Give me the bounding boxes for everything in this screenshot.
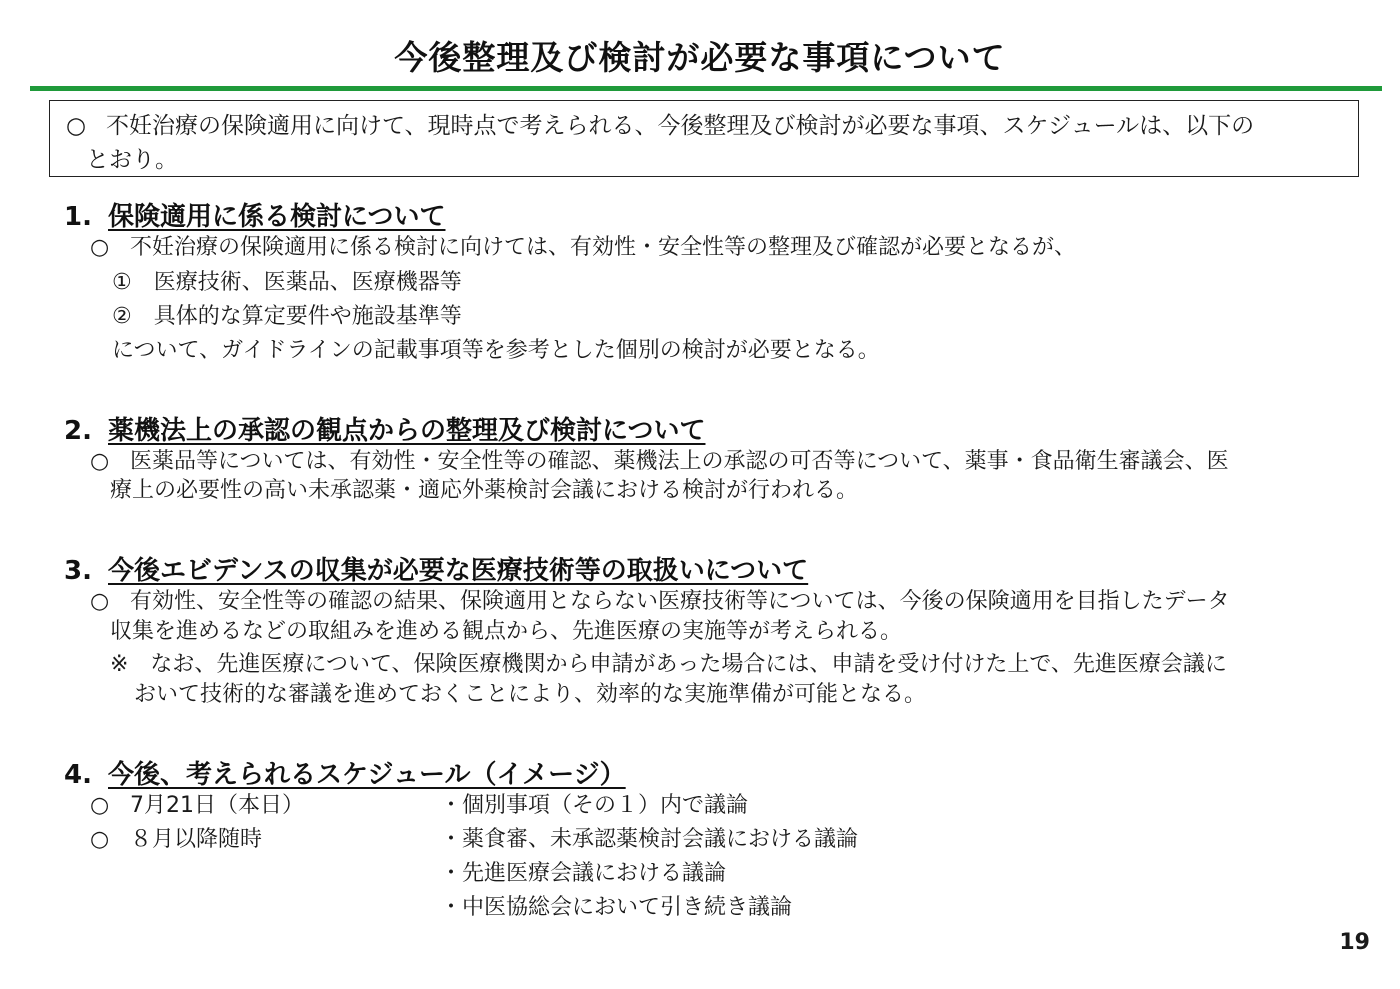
section-3-line-2: 収集を進めるなどの取組みを進める観点から、先進医療の実施等が考えられる。 [110, 619, 903, 644]
title-divider [30, 86, 1382, 91]
schedule-item-1-1: ・個別事項（その１）内で議論 [440, 793, 749, 818]
schedule-when-2 [90, 825, 262, 855]
section-1-line-3: ② 具体的な算定要件や施設基準等 [112, 304, 462, 329]
schedule-bullet-2: ○ [90, 827, 110, 852]
intro-line-1 [66, 109, 1344, 143]
section-2-heading [64, 410, 705, 447]
section-1-text-1: 不妊治療の保険適用に係る検討に向けては、有効性・安全性等の整理及び確認が必要となるが、 [130, 235, 1077, 260]
schedule-when-1 [90, 791, 304, 821]
section-3-bullet: ○ [90, 589, 110, 614]
section-4-title: 今後、考えられるスケジュール（イメージ） [108, 760, 626, 790]
section-4-heading [64, 754, 626, 791]
schedule-when-2-text: ８月以降随時 [130, 827, 263, 852]
section-2-number: 2. [64, 416, 92, 446]
intro-line-2: とおり。 [86, 147, 178, 173]
section-3-number: 3. [64, 556, 92, 586]
section-1-number: 1. [64, 202, 92, 232]
section-2-bullet: ○ [90, 449, 110, 474]
schedule-when-1-text: 7月21日（本日） [130, 793, 304, 818]
section-1-line-4: について、ガイドラインの記載事項等を参考とした個別の検討が必要となる。 [112, 338, 880, 363]
page-number: 19 [1339, 930, 1370, 955]
section-3-line-1 [90, 587, 1230, 617]
intro-text-1: 不妊治療の保険適用に向けて、現時点で考えられる、今後整理及び検討が必要な事項、スケジュールは、以下の [106, 113, 1255, 139]
section-2-title: 薬機法上の承認の観点からの整理及び検討について [108, 416, 706, 446]
section-2-line-2: 療上の必要性の高い未承認薬・適応外薬検討会議における検討が行われる。 [110, 478, 859, 503]
section-3-title: 今後エビデンスの収集が必要な医療技術等の取扱いについて [108, 556, 809, 586]
section-3-note-1: ※ なお、先進医療について、保険医療機関から申請があった場合には、申請を受け付けた上で、先進医療会議に [110, 652, 1227, 677]
section-3-note-2: おいて技術的な審議を進めておくことにより、効率的な実施準備が可能となる。 [134, 682, 927, 707]
section-1-bullet: ○ [90, 235, 110, 260]
section-4-number: 4. [64, 760, 92, 790]
schedule-item-2-2: ・先進医療会議における議論 [440, 861, 727, 886]
section-3-heading [64, 550, 808, 587]
schedule-item-2-1: ・薬食審、未承認薬検討会議における議論 [440, 827, 859, 852]
intro-bullet: ○ [66, 113, 87, 139]
section-3-text-1: 有効性、安全性等の確認の結果、保険適用とならない医療技術等については、今後の保険適用を目指したデータ [130, 589, 1230, 614]
intro-box [49, 100, 1359, 177]
section-1-heading [64, 196, 445, 233]
section-1-title: 保険適用に係る検討について [108, 202, 446, 232]
section-2-text-1: 医薬品等については、有効性・安全性等の確認、薬機法上の承認の可否等について、薬事・食品衛生審議会、医 [130, 449, 1229, 474]
schedule-item-2-3: ・中医協総会において引き続き議論 [440, 895, 793, 920]
page-title: 今後整理及び検討が必要な事項について [394, 38, 1006, 77]
schedule-bullet-1: ○ [90, 793, 110, 818]
section-1-line-2: ① 医療技術、医薬品、医療機器等 [112, 270, 462, 295]
section-1-line-1 [90, 233, 1076, 263]
section-2-line-1 [90, 447, 1229, 477]
